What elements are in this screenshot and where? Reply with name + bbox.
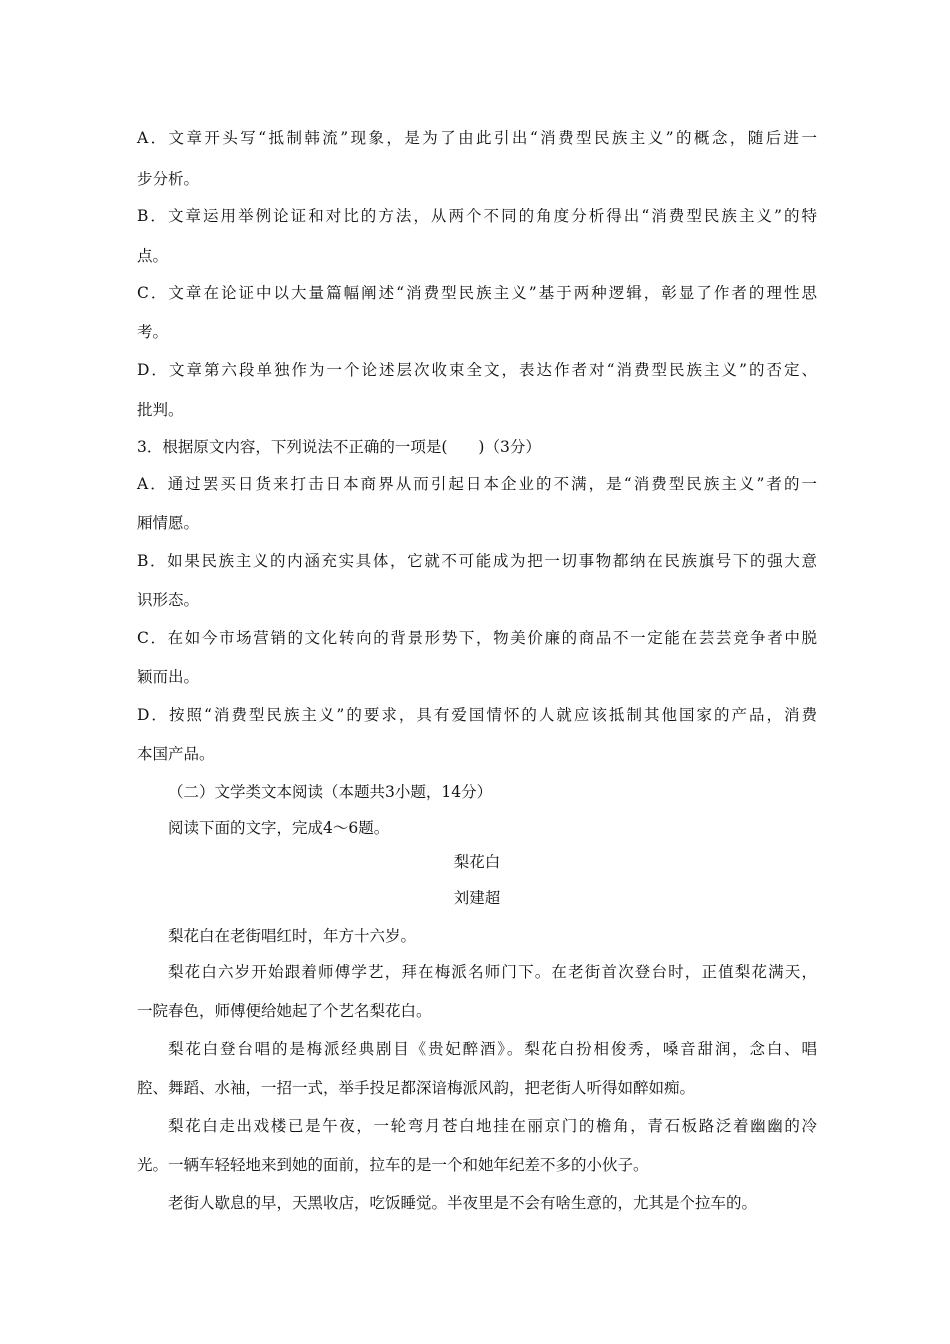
- section-heading: （二）文学类文本阅读（本题共3小题，14分）: [168, 783, 493, 801]
- question-3-stem: 3．根据原文内容，下列说法不正确的一项是( )（3分）: [137, 438, 541, 456]
- q3-option-d-line-2: 本国产品。: [137, 745, 215, 763]
- option-b-line-2: 点。: [137, 247, 169, 265]
- story-paragraph-4-line-2: 光。一辆车轻轻地来到她的面前，拉车的是一个和她年纪差不多的小伙子。: [137, 1156, 649, 1174]
- reading-instruction: 阅读下面的文字，完成4～6题。: [168, 819, 390, 837]
- option-d-line-2: 批判。: [137, 401, 184, 419]
- story-paragraph-4-line-1: 梨花白走出戏楼已是午夜，一轮弯月苍白地挂在丽京门的檐角，青石板路泛着幽幽的冷: [168, 1117, 817, 1135]
- q3-option-c-line-1: C．在如今市场营销的文化转向的背景形势下，物美价廉的商品不一定能在芸芸竞争者中脱: [137, 629, 817, 647]
- story-paragraph-2-line-1: 梨花白六岁开始跟着师傅学艺，拜在梅派名师门下。在老街首次登台时，正值梨花满天，: [168, 963, 817, 981]
- story-paragraph-1: 梨花白在老街唱红时，年方十六岁。: [168, 927, 417, 945]
- q3-option-c-line-2: 颖而出。: [137, 668, 200, 686]
- option-a-line-2: 步分析。: [137, 170, 200, 188]
- story-paragraph-5: 老街人歇息的早，天黑收店，吃饭睡觉。半夜里是不会有啥生意的，尤其是个拉车的。: [168, 1194, 758, 1212]
- q3-option-d-line-1: D．按照“消费型民族主义”的要求，具有爱国情怀的人就应该抵制其他国家的产品，消费: [137, 706, 817, 724]
- q3-option-b-line-2: 识形态。: [137, 591, 200, 609]
- story-paragraph-3-line-1: 梨花白登台唱的是梅派经典剧目《贵妃醉酒》。梨花白扮相俊秀，嗓音甜润，念白、唱: [168, 1040, 817, 1058]
- option-c-line-2: 考。: [137, 323, 169, 341]
- q3-option-b-line-1: B．如果民族主义的内涵充实具体，它就不可能成为把一切事物都纳在民族旗号下的强大意: [137, 552, 817, 570]
- story-paragraph-2-line-2: 一院春色，师傅便给她起了个艺名梨花白。: [137, 1002, 432, 1020]
- option-b-line-1: B．文章运用举例论证和对比的方法，从两个不同的角度分析得出“消费型民族主义”的特: [137, 207, 817, 225]
- story-paragraph-3-line-2: 腔、舞蹈、水袖，一招一式，举手投足都深谙梅派风韵，把老街人听得如醉如痴。: [137, 1079, 696, 1097]
- q3-option-a-line-1: A．通过罢买日货来打击日本商界从而引起日本企业的不满，是“消费型民族主义”者的一: [137, 475, 817, 493]
- option-d-line-1: D．文章第六段单独作为一个论述层次收束全文，表达作者对“消费型民族主义”的否定、: [137, 361, 817, 379]
- q3-option-a-line-2: 厢情愿。: [137, 514, 200, 532]
- story-title: 梨花白: [453, 853, 501, 871]
- option-c-line-1: C．文章在论证中以大量篇幅阐述“消费型民族主义”基于两种逻辑，彰显了作者的理性思: [137, 284, 817, 302]
- option-a-line-1: A．文章开头写“抵制韩流”现象，是为了由此引出“消费型民族主义”的概念，随后进一: [137, 129, 817, 147]
- story-author: 刘建超: [453, 889, 501, 907]
